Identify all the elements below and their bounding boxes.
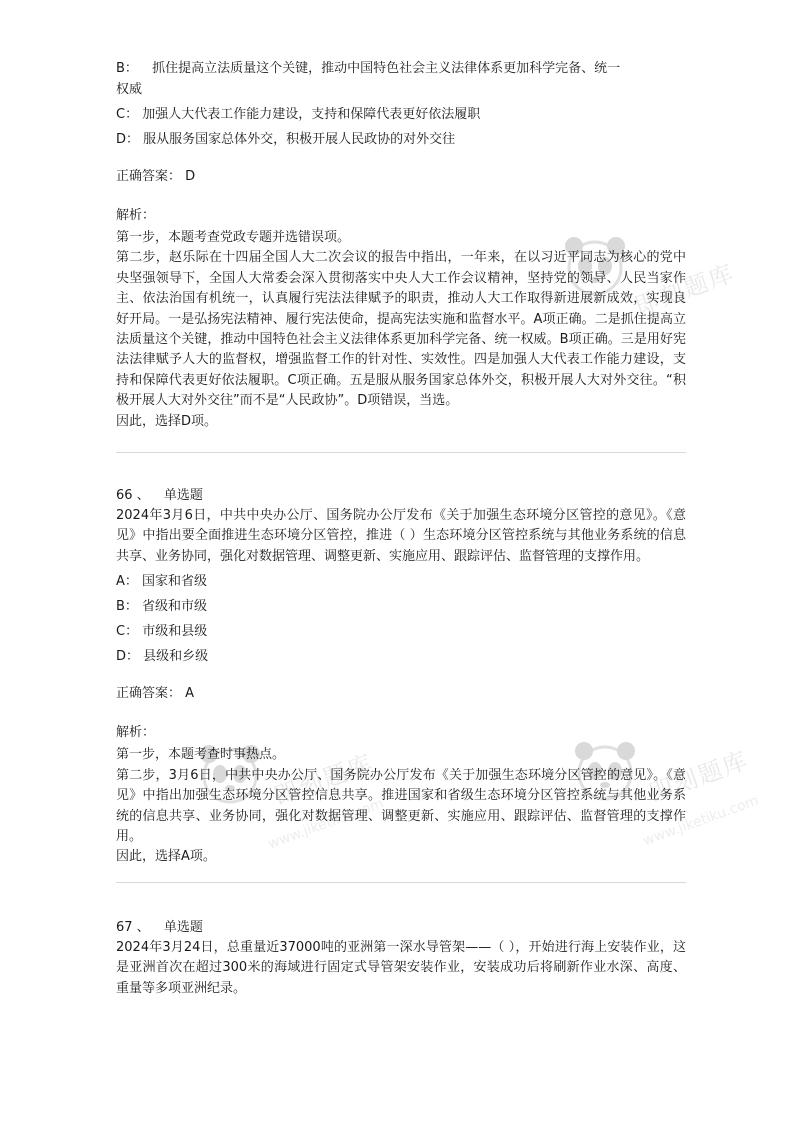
question-header [116, 917, 686, 938]
analysis-label: 解析： [116, 208, 156, 223]
watermark-text: 即刻题库 [645, 745, 753, 808]
analysis-label: 解析： [116, 725, 156, 741]
question-type: 单选题 [163, 488, 203, 504]
correct-answer: 正确答案： D [116, 169, 196, 184]
question-stem: 2024年3月6日，中共中央办公厅、国务院办公厅发布《关于加强生态环境分区管控的意见》。《意见》中指出要全面推进生态环境分区管控，推进（ ）生态环境分区管控系统与其他业务系统的信息共享、业务协同，强化对数据管理、调整更新、实施应用、跟踪评估、监督管理的支撑作用。 [116, 508, 686, 564]
question-number: 67 、 [116, 919, 150, 935]
option-b: B： 省级和市级 [116, 599, 208, 615]
analysis-step1: 第一步，本题考查时事热点。 [116, 747, 286, 763]
option-b [116, 58, 686, 79]
prev-question [116, 58, 686, 432]
option-c: C： 加强人大代表工作能力建设，支持和保障代表更好依法履职 [116, 107, 481, 122]
document-page [116, 58, 686, 999]
watermark-text: 即刻题库 [631, 258, 739, 321]
question-67 [116, 917, 686, 999]
question-type: 单选题 [163, 919, 203, 935]
option-d: D： 县级和乡级 [116, 649, 209, 665]
analysis-step2: 第二步，3月6日，中共中央办公厅、国务院办公厅发布《关于加强生态环境分区管控的意见》。《意见》中指出加强生态环境分区管控信息共享。推进国家和省级生态环境分区管控系统与其他业务系统的信息共享、业务协同，强化对数据管理、调整更新、实施应用、跟踪评估、监督管理的支撑作用。 [116, 767, 686, 844]
option-d: D： 服从服务国家总体外交，积极开展人民政协的对外交往 [116, 132, 456, 147]
option-c: C： 市级和县级 [116, 624, 208, 640]
analysis-step1: 第一步，本题考查党政专题并选错误项。 [116, 230, 351, 245]
analysis-conclusion: 因此，选择D项。 [116, 413, 218, 429]
question-header [116, 485, 686, 506]
watermark-url: www.jiketiku.com [265, 795, 386, 853]
analysis-conclusion: 因此，选择A项。 [116, 849, 216, 865]
option-b-text-line1: 抓住提高立法质量这个关键，推动中国特色社会主义法律体系更加科学完备、统一 [152, 61, 621, 76]
correct-answer: 正确答案： A [116, 686, 195, 702]
watermark-url: www.jiketiku.com [640, 792, 761, 850]
option-a: A： 国家和省级 [116, 574, 208, 590]
question-66 [116, 485, 686, 868]
question-stem: 2024年3月24日，总重量近37000吨的亚洲第一深水导管架——（ ），开始进行海上安装作业，这是亚洲首次在超过300米的海域进行固定式导管架安装作业，安装成功后将刷新作业水深、高度、重量等多项亚洲纪录。 [116, 939, 686, 996]
option-b-label: B： [116, 61, 138, 76]
watermark-text: 即刻题库 [270, 748, 378, 811]
option-b-text-line2: 权威 [116, 82, 143, 97]
analysis-step2: 第二步，赵乐际在十四届全国人大二次会议的报告中指出，一年来，在以习近平同志为核心的党中央坚强领导下，全国人大常委会深入贯彻落实中央人大工作会议精神，坚持党的领导、人民当家作主、依法治国有机统一，认真履行宪法法律赋予的职责，推动人大工作取得新进展新成效，实现良好开局。一是弘扬宪法精神、履行宪法使命，提高宪法实施和监督水平。A项正确。二是抓住提高立法质量这个关键，推动中国特色社会主义法律体系更加科学完备、统一权威。B项正确。三是用好宪法法律赋予人大的监督权，增强监督工作的针对性、实效性。四是加强人大代表工作能力建设，支持和保障代表更好依法履职。C项正确。五是服从服务国家总体外交，积极开展人大对外交往。“积极开展人大对外交往”而不是“人民政协”。D项错误，当选。 [116, 250, 686, 409]
question-number: 66 、 [116, 488, 150, 504]
